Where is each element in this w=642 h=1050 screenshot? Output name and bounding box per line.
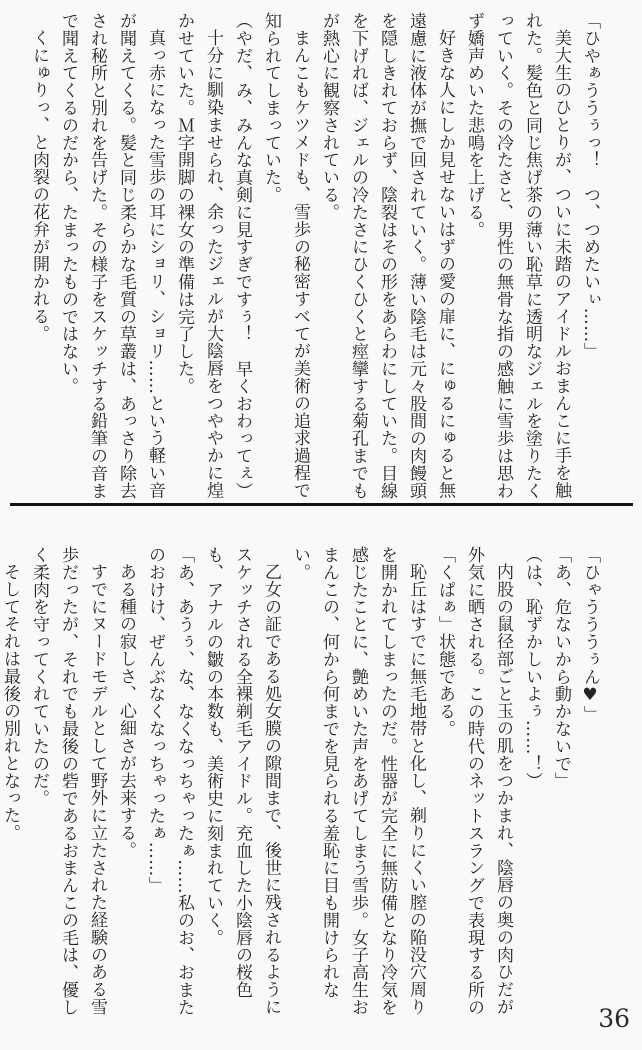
lower-text-section [0,546,604,1022]
narrative-paragraph: そしてそれは最後の別れとなった。 [0,563,20,842]
narrative-paragraph: 乙女の証である処女膜の隙間まで、後世に残されるようにスケッチされる全裸剃毛アイドル。充血した小陰唇の桜色も、アナルの皺の本数も、美術史に刻まれていく。 [203,546,281,1016]
page-number: 36 [598,1004,630,1033]
dialogue-line: 「あ、あうぅ、な、なくなっちゃったぁ……私のお、おまたのおけけ、ぜんぶなくなっちゃったぁ……」 [145,546,194,1016]
narrative-paragraph: ある種の寂しさ、心細さが去来する。 [116,563,136,859]
narrative-paragraph: 好きな人にしか見せないはずの愛の扉に、にゅるにゅると無遠慮に液体が撫で回されていく。薄い陰毛は元々股間の肉饅頭を隠しきれておらず、陰裂はその形をあらわにしていた。目線を下げれば、ジェルの冷たさにひくひくと痙攣する菊孔までもが熱心に観察されている。 [319,12,455,500]
inner-thought-line: （は、恥ずかしいよぅ……！） [522,546,542,790]
narrative-paragraph: まんこもケツメドも、雪歩の秘密すべてが美術の追求過程で知られてしまっていた。 [261,12,310,499]
dialogue-line: 「ひやぁううぅっ！ つ、つめたいぃ……」 [580,12,600,360]
narrative-paragraph: 十分に馴染ませられ、余ったジェルが大陰唇をつややかに煌かせていた。Ｍ字開脚の裸女の準備は完了した。 [174,12,223,499]
inner-thought-line: （やだ、み、みんな真剣に見すぎですぅ！ 早くおわってぇ） [232,12,252,500]
narrative-paragraph: 美大生のひとりが、ついに未踏のアイドルおまんこに手を触れた。髪色と同じ焦げ茶の薄い恥草に透明なジェルを塗りたくっていく。その冷たさと、男性の無骨な指の感触に雪歩は思わず嬌声めいた悲鳴を上げる。 [464,12,571,500]
section-divider [10,503,633,506]
dialogue-line: 「あ、危ないから動かないで」 [551,546,571,790]
dialogue-line: 「ひゃうううぅん♥」 [580,546,600,723]
narrative-paragraph: すでにヌードモデルとして野外に立たされた経験のある雪歩だったが、それでも最後の砦であるおまんこの毛は、優しく柔肉を守ってくれていたのだ。 [29,546,107,1016]
narrative-paragraph: くにゅりっ、と肉裂の花弁が開かれる。 [29,29,49,343]
upper-text-section [24,12,604,502]
narrative-paragraph: 真っ赤になった雪歩の耳にショリ、ショリ……という軽い音が聞えてくる。髪と同じ柔らかな毛質の草叢は、あっさり除去され秘所と別れを告げた。その様子をスケッチする鉛筆の音まで聞えてくるのだから、たまったものではない。 [58,12,165,500]
narrative-paragraph: 恥丘はすでに無毛地帯と化し、剃りにくい膣の陥没穴周りを開かれてしまったのだ。性器が完全に無防備となり冷気を感じたことに、艶めいた声をあげてしまう雪歩。女子高生おまんこの、何から何までを見られる羞恥に目も開けられない。 [290,546,426,1016]
narrative-paragraph: 内股の鼠径部ごと玉の肌をつかまれ、陰唇の奥の肉ひだが外気に晒される。この時代のネットスラングで表現する所の「くぱぁ」状態である。 [435,546,513,1016]
